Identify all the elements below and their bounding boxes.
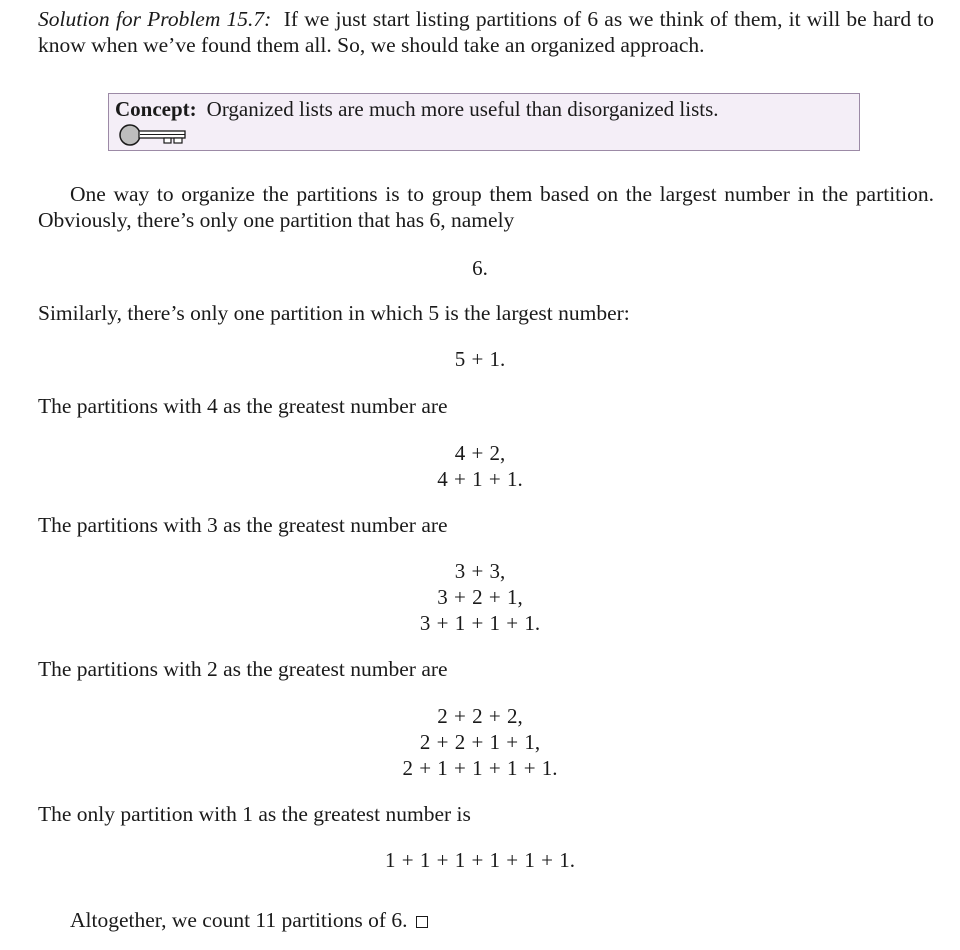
partition-4-2: 4 + 2, xyxy=(454,441,506,465)
solution-label: Solution for Problem 15.7: xyxy=(38,7,272,31)
paragraph-organize: One way to organize the partitions is to group them based on the largest number in the partition. Obviously, there’s only one partition that has 6, namely xyxy=(38,182,934,232)
partition-3-1-1-1: 3 + 1 + 1 + 1. xyxy=(419,611,541,635)
partition-2-1-1-1-1: 2 + 1 + 1 + 1 + 1. xyxy=(402,756,558,780)
partition-3-2-1: 3 + 2 + 1, xyxy=(437,585,523,609)
partition-4-1-1: 4 + 1 + 1. xyxy=(437,467,523,491)
partition-6: 6. xyxy=(472,256,488,280)
partition-1-1-1-1-1-1: 1 + 1 + 1 + 1 + 1 + 1. xyxy=(385,848,575,872)
group-4-intro: The partitions with 4 as the greatest number are xyxy=(38,394,448,418)
concept-box xyxy=(108,93,860,151)
group-3-intro: The partitions with 3 as the greatest number are xyxy=(38,513,448,537)
conclusion-text: Altogether, we count 11 partitions of 6. xyxy=(70,908,408,932)
partition-3-3: 3 + 3, xyxy=(454,559,506,583)
concept-text: Organized lists are much more useful than disorganized lists. xyxy=(206,97,719,121)
partition-2-2-2: 2 + 2 + 2, xyxy=(437,704,523,728)
group-2-intro: The partitions with 2 as the greatest number are xyxy=(38,657,448,681)
group-5-intro: Similarly, there’s only one partition in which 5 is the largest number: xyxy=(38,301,630,325)
conclusion xyxy=(70,907,428,933)
concept-label: Concept: xyxy=(115,97,197,121)
key-icon xyxy=(119,123,189,147)
partition-5-1: 5 + 1. xyxy=(454,347,506,371)
concept-line xyxy=(115,97,719,122)
solution-intro-text: If we just start listing partitions of 6 as we think of them, it will be hard to know when we’ve found them all. So, we should take an organized approach. xyxy=(38,7,934,57)
partition-2-2-1-1: 2 + 2 + 1 + 1, xyxy=(419,730,541,754)
qed-square-icon xyxy=(416,916,428,928)
group-1-intro: The only partition with 1 as the greatest number is xyxy=(38,802,471,826)
solution-intro xyxy=(38,6,934,58)
